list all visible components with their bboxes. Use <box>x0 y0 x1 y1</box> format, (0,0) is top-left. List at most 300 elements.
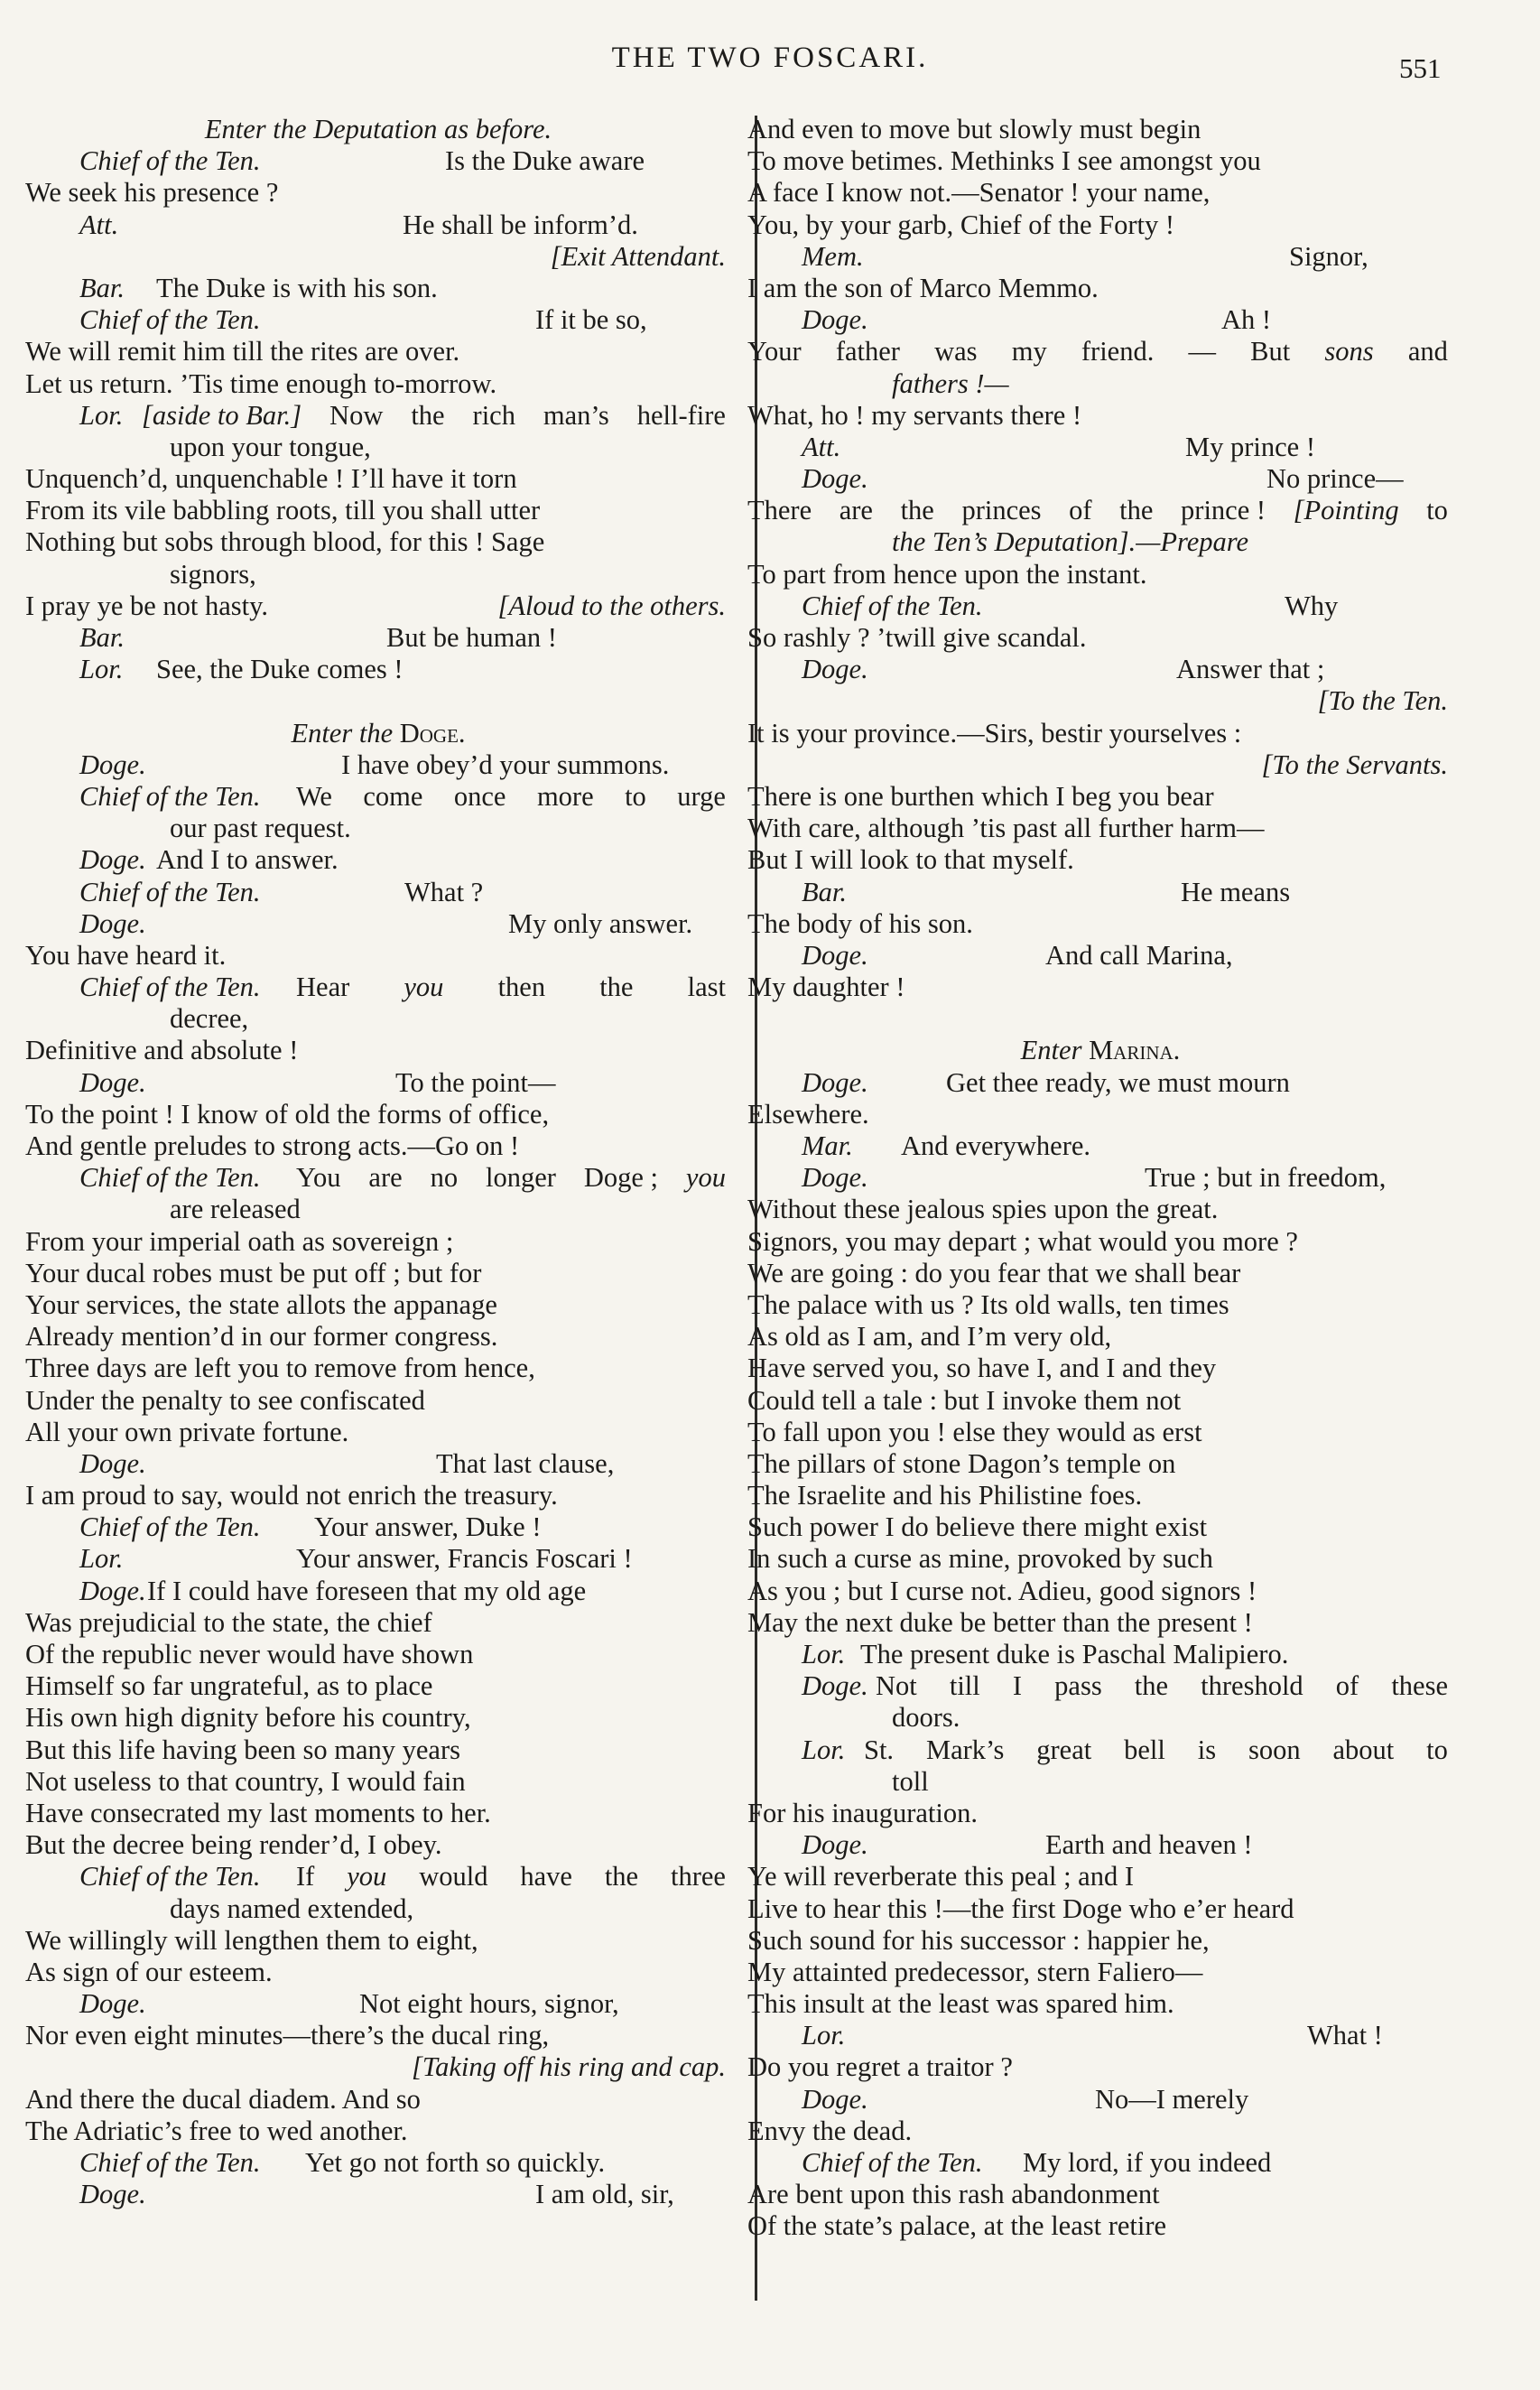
speaker-name: Doge. <box>802 939 868 971</box>
text-line <box>25 1607 731 1639</box>
dialogue-text: I am old, sir, <box>535 2179 674 2210</box>
text-line <box>25 877 731 908</box>
text-line <box>747 1289 1453 1321</box>
dialogue-text <box>747 495 1448 526</box>
text-line <box>25 2020 731 2051</box>
dialogue-text: The Adriatic’s free to wed another. <box>25 2115 408 2146</box>
speaker-name: Lor. <box>802 2020 846 2051</box>
speaker-name: Att. <box>79 209 119 240</box>
text-line <box>25 1417 731 1448</box>
text-line <box>25 463 731 495</box>
dialogue-text: But the decree being render’d, I obey. <box>25 1829 442 1861</box>
dialogue-text: Unquench’d, unquenchable ! I’ll have it torn <box>25 463 517 495</box>
text-line <box>747 1957 1453 1988</box>
text-line <box>25 1893 731 1925</box>
dialogue-text: Have consecrated my last moments to her. <box>25 1797 491 1828</box>
running-title: THE TWO FOSCARI. <box>611 42 929 74</box>
dialogue-text: Such power I do believe there might exist <box>747 1511 1208 1543</box>
text-line <box>25 2084 731 2116</box>
text-line <box>25 1829 731 1861</box>
dialogue-continuation: signors, <box>170 558 256 590</box>
dialogue-continuation: are released <box>170 1194 301 1225</box>
text-line <box>747 1702 1453 1734</box>
text-line <box>25 1543 731 1575</box>
dialogue-text: Earth and heaven ! <box>1045 1829 1253 1861</box>
text-line <box>747 1798 1453 1829</box>
text-line <box>747 1448 1453 1480</box>
dialogue-text: His own high dignity before his country, <box>25 1702 471 1734</box>
dialogue-text: That last clause, <box>436 1447 615 1479</box>
word: Mark’s <box>925 1734 1005 1765</box>
speaker-name: Doge. <box>79 844 146 876</box>
dialogue-text: Have served you, so have I, and I and they <box>747 1353 1217 1384</box>
text-line <box>25 1798 731 1829</box>
text-line <box>747 654 1453 685</box>
text-line <box>25 654 731 685</box>
text-line <box>747 304 1453 336</box>
dialogue-text: True ; but in freedom, <box>1145 1162 1387 1194</box>
dialogue-text: He shall be inform’d. <box>403 209 638 240</box>
dialogue-text: Under the penalty to see confiscated <box>25 1384 425 1416</box>
text-line <box>747 1321 1453 1353</box>
word: till <box>949 1670 980 1702</box>
speaker-name: Chief of the Ten. <box>79 1861 261 1892</box>
speaker-name: Doge. <box>79 1447 146 1479</box>
text-line <box>747 1925 1453 1957</box>
text-line <box>25 1702 731 1734</box>
stage-direction-text: Enter the Deputation as before. <box>204 114 552 144</box>
text-line <box>747 591 1453 622</box>
speaker-name: Doge. <box>802 1162 868 1194</box>
speaker-name: Lor. <box>79 1543 124 1575</box>
text-line <box>747 813 1453 844</box>
text-line <box>747 2179 1453 2210</box>
page-number: 551 <box>1399 52 1442 84</box>
dialogue-text: Could tell a tale : but I invoke them not <box>747 1384 1182 1416</box>
word: the <box>599 972 634 1003</box>
stage-direction-text: Enter the <box>291 717 394 749</box>
dialogue-text: We seek his presence ? <box>25 177 279 209</box>
text-line <box>25 1988 731 2020</box>
word: the <box>411 399 445 431</box>
text-line <box>747 2210 1453 2242</box>
dialogue-text: May the next duke be better than the present ! <box>747 1606 1253 1638</box>
dialogue-text: With care, although ’tis past all further harm— <box>747 813 1265 844</box>
word: We <box>296 780 332 812</box>
dialogue-text: I am the son of Marco Memmo. <box>747 272 1099 303</box>
word: soon <box>1248 1734 1301 1765</box>
text-line <box>747 940 1453 972</box>
speaker-name: Doge. <box>802 1670 868 1702</box>
word: hell-fire <box>636 399 726 431</box>
word: St. <box>864 1734 895 1765</box>
text-line <box>25 1067 731 1099</box>
stage-direction <box>747 1035 1453 1066</box>
speaker-name: Doge. <box>802 304 868 336</box>
word: last <box>687 972 726 1003</box>
text-line <box>747 526 1453 558</box>
speaker-name: Chief of the Ten. <box>79 972 261 1003</box>
word: pass <box>1054 1670 1102 1702</box>
word: threshold <box>1201 1670 1303 1702</box>
speaker-name: Lor. <box>79 654 124 685</box>
character-name: Marina. <box>1089 1035 1181 1066</box>
dialogue-text: We will remit him till the rites are over. <box>25 336 460 367</box>
dialogue-text: And even to move but slowly must begin <box>747 114 1201 144</box>
dialogue-continuation: days named extended, <box>170 1892 414 1924</box>
speaker-name: Chief of the Ten. <box>79 1511 261 1543</box>
word: man’s <box>543 399 609 431</box>
text-line <box>747 1480 1453 1511</box>
text-line <box>25 1480 731 1511</box>
dialogue-text: Answer that ; <box>1176 654 1325 685</box>
dialogue-text: For his inauguration. <box>747 1797 978 1828</box>
text-line <box>25 844 731 876</box>
blank-line <box>747 1003 1453 1035</box>
text-line <box>747 368 1453 400</box>
speaker-name: Lor. <box>79 399 124 431</box>
dialogue-text <box>296 781 726 813</box>
text-line <box>25 1289 731 1321</box>
dialogue-text: See, the Duke comes ! <box>156 654 404 685</box>
text-line <box>747 1099 1453 1130</box>
text-line <box>25 1258 731 1289</box>
dialogue-text: The present duke is Paschal Malipiero. <box>860 1639 1289 1669</box>
dialogue-text: As you ; but I curse not. Adieu, good signors ! <box>747 1575 1257 1606</box>
dialogue-continuation: the Ten’s Deputation].—Prepare <box>892 526 1249 558</box>
dialogue-text <box>296 972 726 1003</box>
text-line <box>25 559 731 591</box>
dialogue-text: Himself so far ungrateful, as to place <box>25 1670 433 1702</box>
word: would <box>419 1861 488 1892</box>
word: and <box>1407 336 1448 367</box>
dialogue-text: To fall upon you ! else they would as erst <box>747 1416 1202 1447</box>
dialogue-text: Of the state’s palace, at the least retire <box>747 2210 1167 2242</box>
dialogue-text <box>747 336 1448 367</box>
dialogue-text: But I will look to that myself. <box>747 844 1074 876</box>
word: to <box>625 780 646 812</box>
text-line <box>747 1766 1453 1798</box>
dialogue-text: I have obey’d your summons. <box>341 749 670 780</box>
text-line <box>747 718 1453 749</box>
word: sons <box>1324 336 1374 367</box>
dialogue-text: This insult at the least was spared him. <box>747 1988 1174 2020</box>
word: If <box>296 1861 315 1892</box>
dialogue-text: A face I know not.—Senator ! your name, <box>747 177 1211 209</box>
text-line <box>25 1734 731 1766</box>
speaker-name: Doge. <box>802 2083 868 2115</box>
text-line <box>747 2051 1453 2083</box>
text-line <box>25 145 731 177</box>
dialogue-text: Get thee ready, we must mourn <box>946 1066 1290 1098</box>
word: to <box>1426 495 1448 526</box>
dialogue-text: What ! <box>1307 2020 1383 2051</box>
dialogue-text: If it be so, <box>535 304 647 336</box>
speaker-name: Doge. <box>79 2179 146 2210</box>
text-line <box>25 1957 731 1988</box>
stage-direction <box>25 718 731 749</box>
dialogue-text: It is your province.—Sirs, bestir yourselves : <box>747 717 1242 749</box>
text-line <box>747 2116 1453 2147</box>
speaker-name: Chief of the Ten. <box>79 145 261 177</box>
word: the <box>900 495 934 526</box>
dialogue-text: Yet go not forth so quickly. <box>305 2147 606 2178</box>
dialogue-text: Nothing but sobs through blood, for this ! Sage <box>25 526 545 558</box>
dialogue-text: Elsewhere. <box>747 1098 869 1130</box>
text-line <box>25 304 731 336</box>
dialogue-text: From your imperial oath as sovereign ; <box>25 1225 454 1257</box>
dialogue-continuation: upon your tongue, <box>170 431 371 462</box>
dialogue-text: Without these jealous spies upon the great. <box>747 1194 1219 1225</box>
speaker-name: Chief of the Ten. <box>802 2147 983 2178</box>
dialogue-text: And gentle preludes to strong acts.—Go on ! <box>25 1130 520 1161</box>
word: But <box>1250 336 1291 367</box>
text-line <box>25 2051 731 2083</box>
dialogue-text: So rashly ? ’twill give scandal. <box>747 622 1087 653</box>
text-line <box>25 591 731 622</box>
text-line <box>747 1829 1453 1861</box>
word: I <box>1012 1670 1023 1702</box>
text-line <box>25 273 731 304</box>
text-line <box>747 622 1453 654</box>
dialogue-text: To the point ! I know of old the forms of office, <box>25 1098 550 1130</box>
text-line <box>747 1734 1453 1766</box>
text-line <box>25 1226 731 1258</box>
dialogue-text: As old as I am, and I’m very old, <box>747 1321 1112 1353</box>
dialogue-text <box>296 1162 726 1194</box>
text-line <box>25 209 731 241</box>
dialogue-text: Is the Duke aware <box>445 145 645 177</box>
dialogue-text: What ? <box>404 876 484 907</box>
text-line <box>25 2147 731 2179</box>
word: friend. <box>1081 336 1155 367</box>
text-line <box>25 1035 731 1066</box>
word: Your <box>747 336 802 367</box>
text-line <box>747 1670 1453 1702</box>
stage-direction-text: Enter <box>1020 1035 1082 1066</box>
text-line <box>747 1893 1453 1925</box>
dialogue-text: To part from hence upon the instant. <box>747 558 1147 590</box>
speaker-name: Doge. <box>802 654 868 685</box>
word: urge <box>677 780 726 812</box>
speaker-name: Doge. <box>802 1066 868 1098</box>
text-line <box>747 432 1453 463</box>
dialogue-continuation: decree, <box>170 1003 249 1035</box>
dialogue-text: Not useless to that country, I would fain <box>25 1765 466 1797</box>
speaker-name: Chief of the Ten. <box>79 1162 261 1194</box>
speaker-name: Doge. <box>79 1066 146 1098</box>
text-line <box>747 2020 1453 2051</box>
stage-direction: [Exit Attendant. <box>550 240 726 272</box>
dialogue-text: My only answer. <box>508 907 693 939</box>
text-line <box>747 1511 1453 1543</box>
text-line <box>25 972 731 1003</box>
dialogue-text: We willingly will lengthen them to eight, <box>25 1924 478 1956</box>
text-line <box>747 749 1453 781</box>
text-line <box>747 1385 1453 1417</box>
word: of <box>1069 495 1092 526</box>
word: the <box>1134 1670 1169 1702</box>
text-line <box>25 2179 731 2210</box>
dialogue-text: All your own private fortune. <box>25 1416 349 1447</box>
dialogue-text: The Duke is with his son. <box>156 272 438 303</box>
character-name: Doge. <box>399 717 466 749</box>
speaker-name: Doge. <box>802 1829 868 1861</box>
word: then <box>497 972 546 1003</box>
text-line <box>747 1543 1453 1575</box>
text-line <box>25 1511 731 1543</box>
speaker-name: Doge. <box>802 463 868 495</box>
dialogue-text: The Israelite and his Philistine foes. <box>747 1480 1143 1511</box>
dialogue-text: In such a curse as mine, provoked by such <box>747 1543 1213 1575</box>
dialogue-text: We are going : do you fear that we shall bear <box>747 1257 1241 1288</box>
text-line <box>25 432 731 463</box>
word: are <box>368 1162 403 1194</box>
text-line <box>747 1194 1453 1225</box>
text-line <box>747 241 1453 273</box>
word: bell <box>1124 1734 1165 1765</box>
dialogue-text: To the point— <box>395 1066 556 1098</box>
dialogue-text: You, by your garb, Chief of the Forty ! <box>747 209 1175 240</box>
dialogue-text: Already mention’d in our former congress. <box>25 1321 498 1353</box>
dialogue-text: No prince— <box>1266 463 1404 495</box>
text-line <box>747 1162 1453 1194</box>
text-line <box>747 1226 1453 1258</box>
text-line <box>25 336 731 367</box>
word: There <box>747 495 812 526</box>
text-line <box>25 1861 731 1892</box>
text-line <box>25 1321 731 1353</box>
word: you <box>347 1861 387 1892</box>
dialogue-text: My lord, if you indeed <box>1023 2147 1272 2178</box>
text-line <box>25 1130 731 1162</box>
dialogue-text: And call Marina, <box>1045 939 1233 971</box>
dialogue-text: Three days are left you to remove from hence, <box>25 1353 535 1384</box>
text-line <box>747 114 1453 145</box>
text-line <box>747 2147 1453 2179</box>
text-line <box>747 1258 1453 1289</box>
stage-direction <box>25 114 731 145</box>
dialogue-text: To move betimes. Methinks I see amongst you <box>747 145 1261 177</box>
dialogue-text: The body of his son. <box>747 907 973 939</box>
speaker-name: Chief of the Ten. <box>79 780 261 812</box>
text-line <box>747 1639 1453 1670</box>
word: are <box>839 495 873 526</box>
dialogue-text: Ye will reverberate this peal ; and I <box>747 1861 1134 1892</box>
word: [Pointing <box>1293 495 1399 526</box>
text-line <box>747 1353 1453 1384</box>
speaker-name: Chief of the Ten. <box>802 590 983 621</box>
dialogue-text: And everywhere. <box>901 1130 1091 1161</box>
speaker-name: Lor. <box>802 1734 846 1765</box>
text-line <box>25 368 731 400</box>
dialogue-text: From its vile babbling roots, till you shall utter <box>25 495 541 526</box>
dialogue-text: Was prejudicial to the state, the chief <box>25 1606 432 1638</box>
text-line <box>747 908 1453 940</box>
speaker-name: Doge. <box>79 907 146 939</box>
text-line <box>747 685 1453 717</box>
dialogue-text: And I to answer. <box>156 844 339 876</box>
word: three <box>671 1861 726 1892</box>
text-line <box>747 877 1453 908</box>
word: you <box>404 972 444 1003</box>
word: have <box>520 1861 572 1892</box>
text-line <box>747 463 1453 495</box>
dialogue-text: Of the republic never would have shown <box>25 1639 474 1669</box>
dialogue-text: What, ho ! my servants there ! <box>747 399 1082 431</box>
word: Doge ; <box>583 1162 658 1194</box>
word: once <box>453 780 506 812</box>
dialogue-text <box>142 400 726 432</box>
text-line <box>747 2084 1453 2116</box>
text-line <box>25 1639 731 1670</box>
stage-direction: [Aloud to the others. <box>497 590 726 621</box>
text-line <box>25 526 731 558</box>
speaker-name: Bar. <box>79 272 125 303</box>
word: was <box>934 336 978 367</box>
text-line <box>25 1194 731 1225</box>
word: is <box>1197 1734 1217 1765</box>
text-line <box>747 559 1453 591</box>
text-line <box>747 1607 1453 1639</box>
text-line <box>25 749 731 781</box>
word: come <box>363 780 423 812</box>
dialogue-text: You have heard it. <box>25 939 227 971</box>
speaker-name: Att. <box>802 431 841 462</box>
stage-direction: [Taking off his ring and cap. <box>412 2051 726 2083</box>
dialogue-text: My attainted predecessor, stern Faliero— <box>747 1956 1203 1987</box>
text-line <box>25 1576 731 1607</box>
blank-line <box>25 685 731 717</box>
dialogue-text: My daughter ! <box>747 972 905 1003</box>
speaker-name: Bar. <box>802 876 847 907</box>
word: rich <box>472 399 515 431</box>
dialogue-text: The palace with us ? Its old walls, ten times <box>747 1288 1229 1320</box>
text-line <box>747 273 1453 304</box>
word: You <box>296 1162 341 1194</box>
text-line <box>25 1766 731 1798</box>
speaker-name: Doge. <box>79 1575 146 1606</box>
text-line <box>25 1162 731 1194</box>
text-line <box>25 1385 731 1417</box>
dialogue-continuation: toll <box>892 1765 929 1797</box>
text-line <box>747 1861 1453 1892</box>
word: [aside to Bar.] <box>142 399 302 431</box>
text-line <box>25 2116 731 2147</box>
word: about <box>1332 1734 1395 1765</box>
text-line <box>747 145 1453 177</box>
word: — <box>1188 336 1216 367</box>
speaker-name: Doge. <box>79 1988 146 2020</box>
speaker-name: Doge. <box>79 749 146 780</box>
dialogue-text: And there the ducal diadem. And so <box>25 2083 421 2115</box>
text-line <box>747 495 1453 526</box>
dialogue-text <box>876 1670 1448 1702</box>
text-line <box>747 336 1453 367</box>
word: of <box>1335 1670 1359 1702</box>
dialogue-text: I pray ye be not hasty. <box>25 590 269 621</box>
word: these <box>1391 1670 1448 1702</box>
dialogue-text: My prince ! <box>1185 431 1315 462</box>
dialogue-text: But be human ! <box>386 622 557 653</box>
dialogue-text <box>296 1861 726 1892</box>
dialogue-text: Let us return. ’Tis time enough to-morrow. <box>25 367 497 399</box>
text-line <box>25 400 731 432</box>
text-line <box>25 1353 731 1384</box>
right-column <box>747 114 1453 2243</box>
dialogue-text: But this life having been so many years <box>25 1734 460 1765</box>
text-line <box>747 781 1453 813</box>
